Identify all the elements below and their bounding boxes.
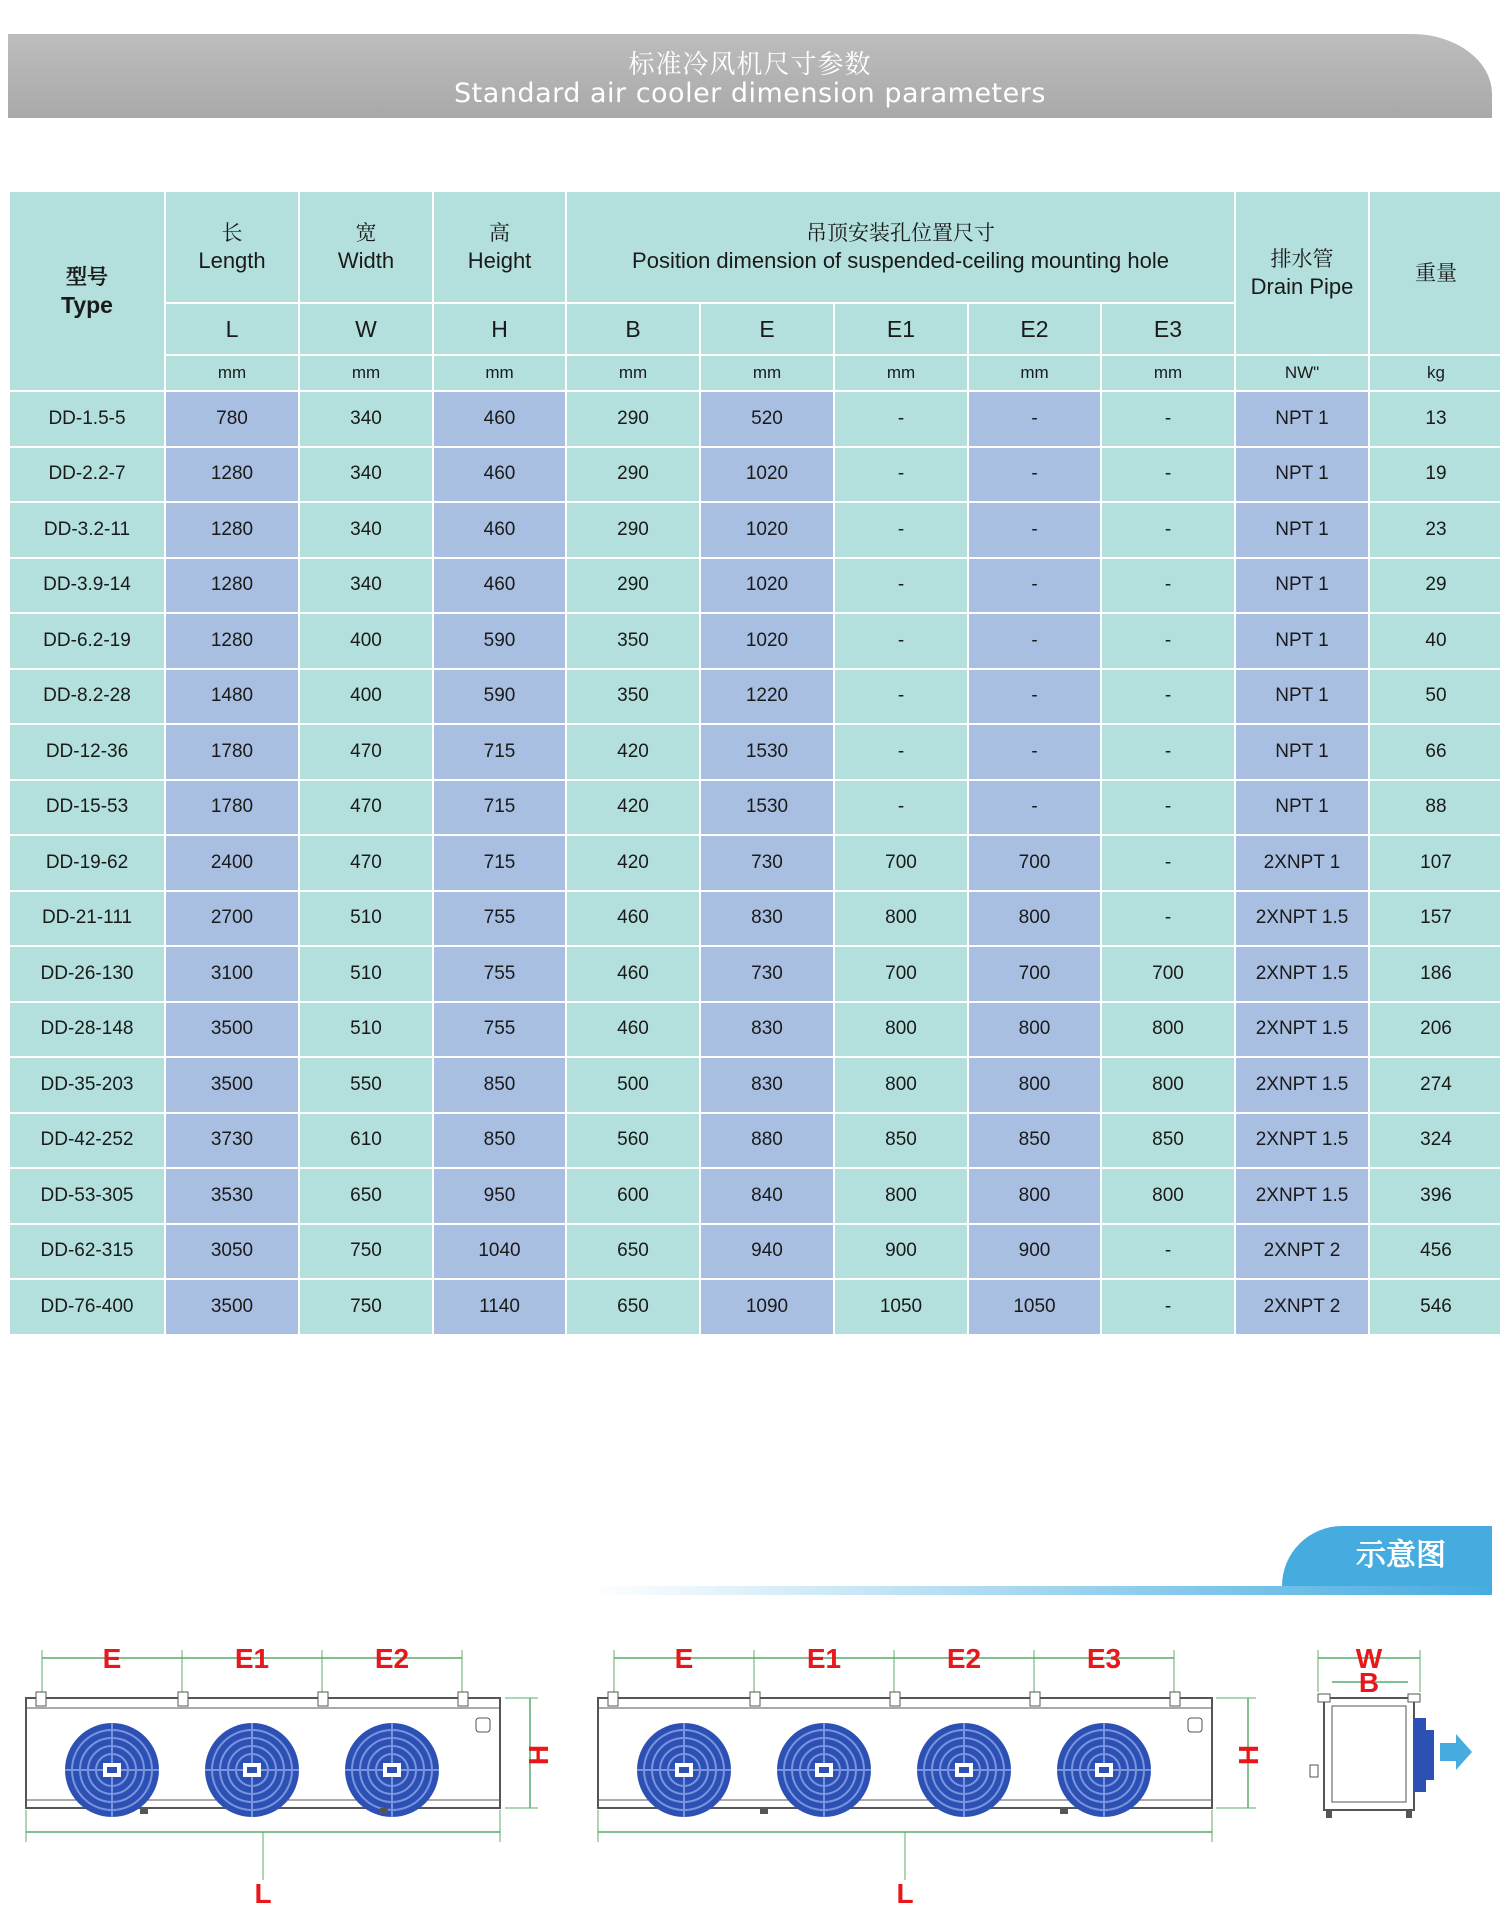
value-cell: 1050 [834,1279,968,1335]
value-cell: 2XNPT 1.5 [1235,891,1369,947]
table-row [9,1113,1500,1169]
value-cell: 1020 [700,613,834,669]
dimension-table [8,190,1500,1336]
value-cell: 700 [968,946,1101,1002]
value-cell: - [968,780,1101,836]
value-cell: 850 [968,1113,1101,1169]
value-cell: 700 [1101,946,1235,1002]
value-cell: - [834,780,968,836]
value-cell: 800 [1101,1168,1235,1224]
value-cell: 29 [1369,558,1500,614]
value-cell: 800 [1101,1057,1235,1113]
header-code-e2: E2 [968,303,1101,355]
value-cell: 2XNPT 1.5 [1235,1057,1369,1113]
model-cell: DD-53-305 [9,1168,165,1224]
value-cell: 3730 [165,1113,299,1169]
value-cell: 700 [834,946,968,1002]
value-cell: 800 [834,891,968,947]
table-row [9,1279,1500,1335]
model-cell: DD-6.2-19 [9,613,165,669]
model-cell: DD-15-53 [9,780,165,836]
header-unit: kg [1369,355,1500,391]
value-cell: 1280 [165,502,299,558]
value-cell: 755 [433,1002,566,1058]
value-cell: 3500 [165,1279,299,1335]
value-cell: 1040 [433,1224,566,1280]
value-cell: 755 [433,946,566,1002]
value-cell: 2700 [165,891,299,947]
value-cell: 1280 [165,613,299,669]
value-cell: 1780 [165,780,299,836]
value-cell: 510 [299,1002,433,1058]
value-cell: 350 [566,613,700,669]
value-cell: 2XNPT 1.5 [1235,1168,1369,1224]
value-cell: 715 [433,780,566,836]
title-banner [8,34,1492,118]
value-cell: 470 [299,835,433,891]
value-cell: NPT 1 [1235,780,1369,836]
model-cell: DD-8.2-28 [9,669,165,725]
value-cell: 830 [700,1057,834,1113]
value-cell: 290 [566,447,700,503]
value-cell: - [968,724,1101,780]
diagram-side-view [1310,1643,1472,1818]
value-cell: 780 [165,391,299,447]
header-code-b: B [566,303,700,355]
table-row [9,835,1500,891]
diagram-three-fan [26,1643,554,1909]
value-cell: 350 [566,669,700,725]
header-type: 型号 Type [9,191,165,391]
table-row [9,391,1500,447]
value-cell: - [834,391,968,447]
value-cell: 800 [968,1002,1101,1058]
value-cell: 3500 [165,1002,299,1058]
header-code-e1: E1 [834,303,968,355]
value-cell: 750 [299,1224,433,1280]
model-cell: DD-3.2-11 [9,502,165,558]
value-cell: 750 [299,1279,433,1335]
value-cell: - [1101,447,1235,503]
title-zh: 标准冷风机尺寸参数 [628,50,872,80]
label-e2: E2 [946,1643,982,1674]
value-cell: NPT 1 [1235,447,1369,503]
value-cell: 19 [1369,447,1500,503]
value-cell: 600 [566,1168,700,1224]
header-unit: NW" [1235,355,1369,391]
value-cell: - [1101,891,1235,947]
value-cell: 730 [700,946,834,1002]
value-cell: - [834,669,968,725]
value-cell: 3500 [165,1057,299,1113]
value-cell: - [968,669,1101,725]
value-cell: NPT 1 [1235,669,1369,725]
value-cell: 400 [299,669,433,725]
header-unit: mm [299,355,433,391]
value-cell: 715 [433,724,566,780]
model-cell: DD-12-36 [9,724,165,780]
value-cell: 850 [834,1113,968,1169]
header-width: 宽 Width [299,191,433,303]
value-cell: 650 [566,1279,700,1335]
table-row [9,780,1500,836]
value-cell: 460 [566,891,700,947]
label-e1: E1 [234,1643,270,1674]
value-cell: 206 [1369,1002,1500,1058]
value-cell: 800 [834,1057,968,1113]
table-row [9,502,1500,558]
value-cell: 850 [1101,1113,1235,1169]
value-cell: NPT 1 [1235,613,1369,669]
value-cell: 2XNPT 1.5 [1235,1002,1369,1058]
value-cell: 1530 [700,724,834,780]
label-l: L [896,1878,914,1909]
diagram-title-rule [590,1586,1492,1595]
value-cell: 1280 [165,558,299,614]
value-cell: 590 [433,613,566,669]
value-cell: 500 [566,1057,700,1113]
value-cell: 396 [1369,1168,1500,1224]
header-position: 吊顶安装孔位置尺寸 Position dimension of suspended-ceiling mounting hole [566,191,1235,303]
table-row [9,724,1500,780]
value-cell: 1530 [700,780,834,836]
header-unit: mm [566,355,700,391]
value-cell: - [1101,391,1235,447]
value-cell: - [968,391,1101,447]
value-cell: - [834,502,968,558]
model-cell: DD-21-111 [9,891,165,947]
value-cell: 755 [433,891,566,947]
value-cell: NPT 1 [1235,558,1369,614]
value-cell: 940 [700,1224,834,1280]
value-cell: - [968,613,1101,669]
value-cell: 290 [566,502,700,558]
value-cell: 340 [299,502,433,558]
table-row [9,558,1500,614]
value-cell: 546 [1369,1279,1500,1335]
table-row [9,613,1500,669]
value-cell: 66 [1369,724,1500,780]
value-cell: 800 [834,1002,968,1058]
value-cell: 1280 [165,447,299,503]
value-cell: 1020 [700,502,834,558]
value-cell: 23 [1369,502,1500,558]
value-cell: 800 [1101,1002,1235,1058]
value-cell: 50 [1369,669,1500,725]
label-e: E [674,1643,694,1674]
model-cell: DD-2.2-7 [9,447,165,503]
value-cell: 340 [299,447,433,503]
value-cell: - [968,558,1101,614]
header-code-w: W [299,303,433,355]
value-cell: 830 [700,891,834,947]
value-cell: 900 [968,1224,1101,1280]
value-cell: 550 [299,1057,433,1113]
value-cell: - [834,447,968,503]
value-cell: 2XNPT 1 [1235,835,1369,891]
table-row [9,669,1500,725]
value-cell: 460 [566,946,700,1002]
label-l: L [254,1878,272,1909]
value-cell: 420 [566,780,700,836]
value-cell: 470 [299,724,433,780]
diagram-title-tab: 示意图 [1282,1526,1492,1586]
value-cell: 650 [299,1168,433,1224]
value-cell: 290 [566,558,700,614]
value-cell: 800 [834,1168,968,1224]
value-cell: 850 [433,1057,566,1113]
header-height: 高 Height [433,191,566,303]
value-cell: - [1101,835,1235,891]
value-cell: 880 [700,1113,834,1169]
value-cell: 510 [299,891,433,947]
table-row [9,891,1500,947]
table-row [9,1168,1500,1224]
model-cell: DD-3.9-14 [9,558,165,614]
label-e3: E3 [1086,1643,1122,1674]
schematic-diagrams [0,1610,1500,1910]
value-cell: NPT 1 [1235,724,1369,780]
header-unit: mm [834,355,968,391]
value-cell: 700 [968,835,1101,891]
value-cell: 2XNPT 2 [1235,1224,1369,1280]
value-cell: 560 [566,1113,700,1169]
table-row [9,946,1500,1002]
label-w: W [1355,1643,1383,1674]
header-unit: mm [968,355,1101,391]
value-cell: 1090 [700,1279,834,1335]
header-unit: mm [1101,355,1235,391]
value-cell: 460 [566,1002,700,1058]
value-cell: 830 [700,1002,834,1058]
model-cell: DD-35-203 [9,1057,165,1113]
value-cell: NPT 1 [1235,502,1369,558]
header-drain: 排水管 Drain Pipe [1235,191,1369,355]
value-cell: 470 [299,780,433,836]
header-code-e: E [700,303,834,355]
header-code-e3: E3 [1101,303,1235,355]
value-cell: 1140 [433,1279,566,1335]
value-cell: 3530 [165,1168,299,1224]
value-cell: 900 [834,1224,968,1280]
value-cell: 700 [834,835,968,891]
label-e1: E1 [806,1643,842,1674]
value-cell: 1780 [165,724,299,780]
value-cell: 2XNPT 1.5 [1235,946,1369,1002]
title-en: Standard air cooler dimension parameters [454,78,1046,109]
value-cell: 460 [433,558,566,614]
table-row [9,1057,1500,1113]
value-cell: 840 [700,1168,834,1224]
label-h: H [523,1744,554,1766]
value-cell: 107 [1369,835,1500,891]
value-cell: 610 [299,1113,433,1169]
value-cell: 340 [299,558,433,614]
header-code-l: L [165,303,299,355]
value-cell: - [1101,724,1235,780]
value-cell: 13 [1369,391,1500,447]
value-cell: - [1101,1279,1235,1335]
value-cell: 274 [1369,1057,1500,1113]
value-cell: 730 [700,835,834,891]
header-length: 长 Length [165,191,299,303]
model-cell: DD-62-315 [9,1224,165,1280]
header-unit: mm [700,355,834,391]
model-cell: DD-76-400 [9,1279,165,1335]
value-cell: 1020 [700,447,834,503]
value-cell: 460 [433,447,566,503]
value-cell: 950 [433,1168,566,1224]
value-cell: - [968,447,1101,503]
value-cell: 324 [1369,1113,1500,1169]
value-cell: - [1101,669,1235,725]
table-row [9,447,1500,503]
model-cell: DD-1.5-5 [9,391,165,447]
value-cell: 157 [1369,891,1500,947]
value-cell: 1050 [968,1279,1101,1335]
value-cell: - [1101,1224,1235,1280]
header-weight: 重量 [1369,191,1500,355]
value-cell: 2XNPT 2 [1235,1279,1369,1335]
model-cell: DD-26-130 [9,946,165,1002]
value-cell: - [1101,558,1235,614]
value-cell: 420 [566,835,700,891]
value-cell: 290 [566,391,700,447]
value-cell: 2XNPT 1.5 [1235,1113,1369,1169]
value-cell: 800 [968,1168,1101,1224]
value-cell: NPT 1 [1235,391,1369,447]
value-cell: 650 [566,1224,700,1280]
value-cell: 88 [1369,780,1500,836]
model-cell: DD-28-148 [9,1002,165,1058]
value-cell: 715 [433,835,566,891]
value-cell: 1220 [700,669,834,725]
value-cell: 800 [968,1057,1101,1113]
value-cell: - [1101,780,1235,836]
value-cell: 1480 [165,669,299,725]
value-cell: 2400 [165,835,299,891]
header-unit: mm [433,355,566,391]
value-cell: 400 [299,613,433,669]
table-row [9,1002,1500,1058]
model-cell: DD-42-252 [9,1113,165,1169]
label-e2: E2 [374,1643,410,1674]
header-code-h: H [433,303,566,355]
value-cell: - [834,724,968,780]
value-cell: - [834,558,968,614]
model-cell: DD-19-62 [9,835,165,891]
value-cell: 186 [1369,946,1500,1002]
value-cell: 3100 [165,946,299,1002]
label-e: E [102,1643,122,1674]
label-b: B [1358,1667,1380,1698]
value-cell: 800 [968,891,1101,947]
value-cell: 590 [433,669,566,725]
diagram-four-fan [598,1643,1264,1909]
value-cell: - [968,502,1101,558]
value-cell: - [1101,502,1235,558]
value-cell: 3050 [165,1224,299,1280]
value-cell: - [1101,613,1235,669]
value-cell: - [834,613,968,669]
value-cell: 456 [1369,1224,1500,1280]
value-cell: 340 [299,391,433,447]
value-cell: 40 [1369,613,1500,669]
value-cell: 520 [700,391,834,447]
label-h: H [1233,1744,1264,1766]
value-cell: 420 [566,724,700,780]
value-cell: 1020 [700,558,834,614]
table-row [9,1224,1500,1280]
header-unit: mm [165,355,299,391]
value-cell: 510 [299,946,433,1002]
value-cell: 460 [433,391,566,447]
value-cell: 850 [433,1113,566,1169]
value-cell: 460 [433,502,566,558]
